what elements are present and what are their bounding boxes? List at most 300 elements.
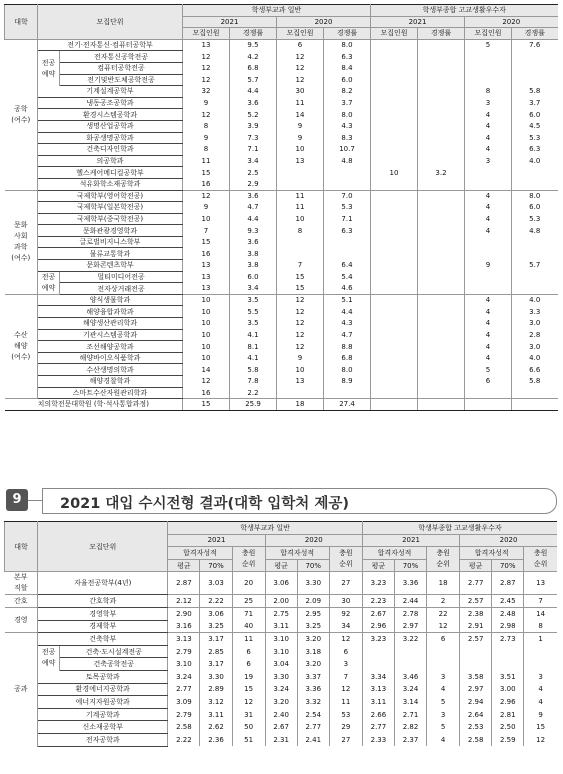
value-cell: 2.87 [168,572,200,595]
value-cell: 4.8 [529,226,541,235]
value-cell: 8 [538,622,543,631]
value-cell: 3.12 [200,696,232,709]
unit-name: 기관시스템공학과 [38,329,183,341]
unit-name: 건축학부 [38,633,168,646]
value-cell: 4.7 [230,202,277,214]
value-cell: 5.7 [230,74,277,86]
value-cell: 3 [465,97,512,109]
value-cell: 4.4 [230,213,277,225]
value-cell: 5.1 [324,294,371,306]
value-cell: 3.0 [529,319,541,328]
value-cell: 7 [277,260,324,272]
value-cell: 3.24 [265,683,297,696]
value-cell [465,178,512,190]
value-cell: 14 [524,607,557,620]
unit-name: 전자공학과 [38,733,168,746]
value-cell: 9 [183,202,230,214]
value-cell [362,658,394,671]
unit-name: 컴퓨터공학전공 [60,62,183,74]
value-cell: 5.8 [230,364,277,376]
value-cell [465,399,512,411]
value-cell: 12 [183,51,230,63]
unit-name: 기계설계공학부 [38,86,183,98]
value-cell: 2.87 [492,572,524,595]
value-cell: 3.30 [200,670,232,683]
value-cell: 2.78 [394,607,426,620]
header-unit: 모집단위 [38,5,183,40]
value-cell: 3.11 [362,696,394,709]
unit-name: 해양융합과학과 [38,306,183,318]
value-cell [371,283,418,295]
table-row [5,364,558,376]
table-row [5,352,558,364]
value-cell [418,213,465,225]
unit-name: 국제학부(중국학전공) [38,213,183,225]
value-cell [394,658,426,671]
value-cell: 11 [329,696,362,709]
value-cell: 6 [232,645,265,658]
value-cell: 2.50 [492,721,524,734]
value-cell: 12 [232,696,265,709]
value-cell: 3.51 [492,670,524,683]
value-cell: 7 [524,595,557,608]
value-cell [418,387,465,399]
value-cell: 3.7 [529,99,541,108]
unit-name: 치의학전문대학원 (학·석사통합과정) [5,399,183,411]
value-cell: 6.0 [230,271,277,283]
value-cell [465,62,512,74]
value-cell: 12 [277,306,324,318]
value-cell: 3.2 [418,167,465,179]
value-cell [465,236,512,248]
value-cell [418,306,465,318]
value-cell [512,387,558,399]
value-cell: 2.58 [460,733,492,746]
value-cell: 3.58 [460,670,492,683]
value-cell [371,236,418,248]
table-row [5,213,558,225]
header-rank: 충원 순위 [524,547,557,572]
value-cell: 2.67 [362,607,394,620]
value-cell: 2.97 [460,683,492,696]
unit-name: 양식생물학과 [38,294,183,306]
value-cell: 6.3 [324,51,371,63]
value-cell: 3.32 [297,696,329,709]
value-cell [324,236,371,248]
value-cell: 14 [277,109,324,121]
value-cell: 3.6 [230,97,277,109]
value-cell [418,97,465,109]
header-general: 학생부교과 일반 [168,522,363,535]
value-cell: 3 [427,708,460,721]
unit-name: 토목공학과 [38,670,168,683]
value-cell: 10 [371,167,418,179]
header-year: 2020 [265,534,362,547]
table-row [5,595,558,608]
unit-name: 전자통신공학전공 [60,51,183,63]
table-row [5,144,558,156]
value-cell [371,97,418,109]
value-cell: 2.12 [168,595,200,608]
header-general: 학생부교과 일반 [183,5,371,17]
value-cell [418,190,465,202]
value-cell: 92 [329,607,362,620]
unit-name: 자율전공학부(4년) [38,572,168,595]
value-cell: 3.5 [230,294,277,306]
table-row [5,329,558,341]
value-cell [418,283,465,295]
value-cell: 5 [427,696,460,709]
header-univ: 대학 [5,5,38,40]
value-cell: 2.9 [230,178,277,190]
value-cell: 13 [183,260,230,272]
header-year: 2021 [371,16,465,28]
value-cell: 10 [183,318,230,330]
value-cell: 3.00 [492,683,524,696]
value-cell: 2.77 [297,721,329,734]
value-cell: 25 [232,595,265,608]
value-cell: 6.0 [529,110,541,119]
unit-name: 헬스케어메디컬공학부 [38,167,183,179]
value-cell: 3.8 [230,248,277,260]
value-cell [371,155,418,167]
table-row [5,62,558,74]
value-cell: 2.64 [460,708,492,721]
header-rate: 경쟁률 [512,28,558,40]
header-univ: 대학 [5,522,38,572]
value-cell: 3.11 [265,620,297,633]
value-cell [460,658,492,671]
table-row [5,178,558,190]
unit-name: 전기·전자통신·컴퓨터공학부 [38,39,183,51]
value-cell: 27 [329,733,362,746]
value-cell: 3.04 [265,658,297,671]
value-cell: 3.36 [297,683,329,696]
value-cell [371,399,418,411]
value-cell: 3 [538,672,543,681]
value-cell: 2.82 [394,721,426,734]
value-cell: 12 [183,74,230,86]
value-cell: 2.79 [168,708,200,721]
header-rate: 경쟁률 [230,28,277,40]
value-cell: 4.4 [230,86,277,98]
value-cell [418,236,465,248]
value-cell [512,283,558,295]
value-cell: 2.79 [168,645,200,658]
value-cell: 3.06 [200,607,232,620]
value-cell [418,260,465,272]
value-cell: 2.33 [362,733,394,746]
value-cell: 2.75 [265,607,297,620]
value-cell [418,62,465,74]
table-row [5,190,558,202]
value-cell [418,271,465,283]
value-cell [324,167,371,179]
value-cell: 3.18 [297,645,329,658]
value-cell: 12 [183,376,230,388]
value-cell [512,236,558,248]
value-cell [512,271,558,283]
unit-name: 물류교통학과 [38,248,183,260]
value-cell: 9 [465,260,512,272]
value-cell [465,51,512,63]
value-cell [427,645,460,658]
value-cell: 12 [277,318,324,330]
value-cell [465,74,512,86]
unit-name: 전자상거래전공 [60,283,183,295]
value-cell: 3.10 [265,633,297,646]
table-row [5,376,558,388]
unit-name: 신소재공학부 [38,721,168,734]
value-cell: 2 [427,595,460,608]
value-cell: 8.3 [324,132,371,144]
unit-name: 에너지자원공학과 [38,696,168,709]
value-cell: 16 [183,387,230,399]
college-name: 본부 직할 [5,572,38,595]
value-cell: 2.96 [492,696,524,709]
value-cell: 3.30 [297,572,329,595]
value-cell: 2.95 [297,607,329,620]
header-avg: 평균 [362,559,394,572]
value-cell: 4.6 [324,283,371,295]
value-cell: 5.8 [529,87,541,96]
value-cell: 2.90 [168,607,200,620]
value-cell: 8.8 [324,341,371,353]
unit-name: 해양경찰학과 [38,376,183,388]
unit-name: 기계공학과 [38,708,168,721]
value-cell: 2.44 [394,595,426,608]
section-title: 2021 대입 수시전형 결과(대학 입학처 제공) [60,496,349,512]
value-cell [371,132,418,144]
value-cell: 3 [465,155,512,167]
value-cell: 8.9 [324,376,371,388]
value-cell: 2.5 [230,167,277,179]
value-cell: 30 [277,86,324,98]
value-cell: 3.5 [230,318,277,330]
value-cell: 4 [465,318,512,330]
value-cell [512,51,558,63]
header-70: 70% [297,559,329,572]
value-cell: 2.2 [230,387,277,399]
value-cell: 3.6 [230,190,277,202]
value-cell: 2.77 [460,572,492,595]
header-year: 2021 [362,534,459,547]
value-cell: 19 [232,670,265,683]
value-cell: 3.13 [362,683,394,696]
value-cell: 8.0 [324,39,371,51]
value-cell [371,248,418,260]
unit-name: 석유화학소재공학과 [38,178,183,190]
value-cell: 2.22 [200,595,232,608]
value-cell: 4 [465,109,512,121]
value-cell: 2.23 [362,595,394,608]
value-cell [512,399,558,411]
unit-name: 경제학부 [38,620,168,633]
value-cell: 13 [183,39,230,51]
value-cell [277,167,324,179]
college-name: 문화 사회 과학 (여수) [5,190,38,294]
major-reserved-label: 전공 예약 [38,645,60,670]
header-year: 2021 [183,16,277,28]
table-row [5,387,558,399]
value-cell: 9.3 [230,225,277,237]
unit-name: 건축공학전공 [60,658,168,671]
value-cell: 13 [536,579,546,588]
value-cell: 2.62 [200,721,232,734]
value-cell: 7 [329,670,362,683]
value-cell: 8.4 [324,62,371,74]
value-cell [418,225,465,237]
value-cell [512,167,558,179]
header-rank: 충원 순위 [232,547,265,572]
value-cell: 6.0 [324,74,371,86]
value-cell [465,271,512,283]
value-cell: 8.0 [512,190,558,202]
header-avg: 평균 [265,559,297,572]
value-cell: 7.0 [324,190,371,202]
value-cell: 2.37 [394,733,426,746]
unit-name: 화공생명공학과 [38,132,183,144]
table-row [5,109,558,121]
value-cell [418,202,465,214]
value-cell: 12 [277,294,324,306]
value-cell: 15 [183,167,230,179]
value-cell: 29 [329,721,362,734]
header-pass: 합격자성적 [362,547,426,560]
value-cell: 7.1 [324,213,371,225]
value-cell: 3.0 [529,342,541,351]
value-cell: 5.8 [529,377,541,386]
value-cell: 10 [183,329,230,341]
value-cell: 11 [183,155,230,167]
table-row [5,51,558,63]
value-cell: 2.40 [265,708,297,721]
value-cell: 8 [183,120,230,132]
value-cell: 11 [277,202,324,214]
value-cell [512,62,558,74]
section-number: 9 [6,489,28,511]
unit-name: 멀티미디어전공 [60,271,183,283]
value-cell: 5.4 [324,271,371,283]
value-cell: 6.8 [230,62,277,74]
value-cell: 27.4 [324,399,371,411]
value-cell [418,109,465,121]
value-cell [371,190,418,202]
value-cell: 2.96 [362,620,394,633]
admission-results-table [4,521,557,747]
value-cell [418,178,465,190]
table-row [5,271,558,283]
value-cell: 3.10 [265,645,297,658]
unit-name: 해양바이오식품학과 [38,352,183,364]
value-cell: 22 [427,607,460,620]
unit-name: 환경에너지공학과 [38,683,168,696]
value-cell [418,248,465,260]
value-cell: 13 [183,283,230,295]
value-cell: 3.37 [297,670,329,683]
college-name: 공과 [5,633,38,746]
table-row [5,248,558,260]
admission-table-2021-2020-rates [4,4,558,411]
college-name: 경영 [5,607,38,632]
table-row [5,607,558,620]
value-cell: 3.13 [168,633,200,646]
value-cell: 3.24 [394,683,426,696]
value-cell: 2.58 [168,721,200,734]
value-cell: 12 [277,51,324,63]
table-row [5,39,558,51]
value-cell [371,86,418,98]
section-connector [28,500,42,501]
value-cell: 6.6 [529,365,541,374]
value-cell: 2.48 [492,607,524,620]
header-comprehensive: 학생부종합 고교생활우수자 [371,5,558,17]
table-row [5,708,558,721]
value-cell: 18 [427,572,460,595]
value-cell: 2.85 [200,645,232,658]
college-name: 공학 (여수) [5,39,38,190]
header-year: 2020 [460,534,557,547]
value-cell [371,178,418,190]
value-cell [371,387,418,399]
value-cell: 10 [183,352,230,364]
value-cell: 11 [277,190,324,202]
value-cell [324,248,371,260]
value-cell: 2.54 [297,708,329,721]
table-row [5,283,558,295]
table-row [5,572,558,595]
value-cell: 11 [232,633,265,646]
table-row [5,132,558,144]
value-cell [371,260,418,272]
value-cell: 8 [277,225,324,237]
value-cell [418,329,465,341]
value-cell: 13 [183,271,230,283]
value-cell [418,318,465,330]
value-cell [524,645,557,658]
value-cell: 4 [538,697,543,706]
value-cell: 10.7 [324,144,371,156]
value-cell [418,294,465,306]
value-cell [418,74,465,86]
value-cell [371,318,418,330]
table-row [5,306,558,318]
value-cell: 12 [329,683,362,696]
value-cell [371,120,418,132]
value-cell: 3.4 [230,155,277,167]
value-cell: 4 [465,120,512,132]
value-cell: 12 [427,620,460,633]
table-row [5,260,558,272]
value-cell: 8.2 [324,86,371,98]
value-cell: 16 [183,248,230,260]
value-cell: 31 [232,708,265,721]
value-cell: 4.0 [529,354,541,363]
value-cell: 13 [277,376,324,388]
value-cell [371,109,418,121]
value-cell: 9 [277,132,324,144]
value-cell: 51 [232,733,265,746]
value-cell: 10 [277,213,324,225]
header-rank: 충원 순위 [427,547,460,572]
value-cell: 6 [232,658,265,671]
value-cell [427,658,460,671]
value-cell: 2.71 [394,708,426,721]
header-rate: 경쟁률 [418,28,465,40]
value-cell: 3.10 [168,658,200,671]
value-cell [371,341,418,353]
unit-name: 건축·도시설계전공 [60,645,168,658]
